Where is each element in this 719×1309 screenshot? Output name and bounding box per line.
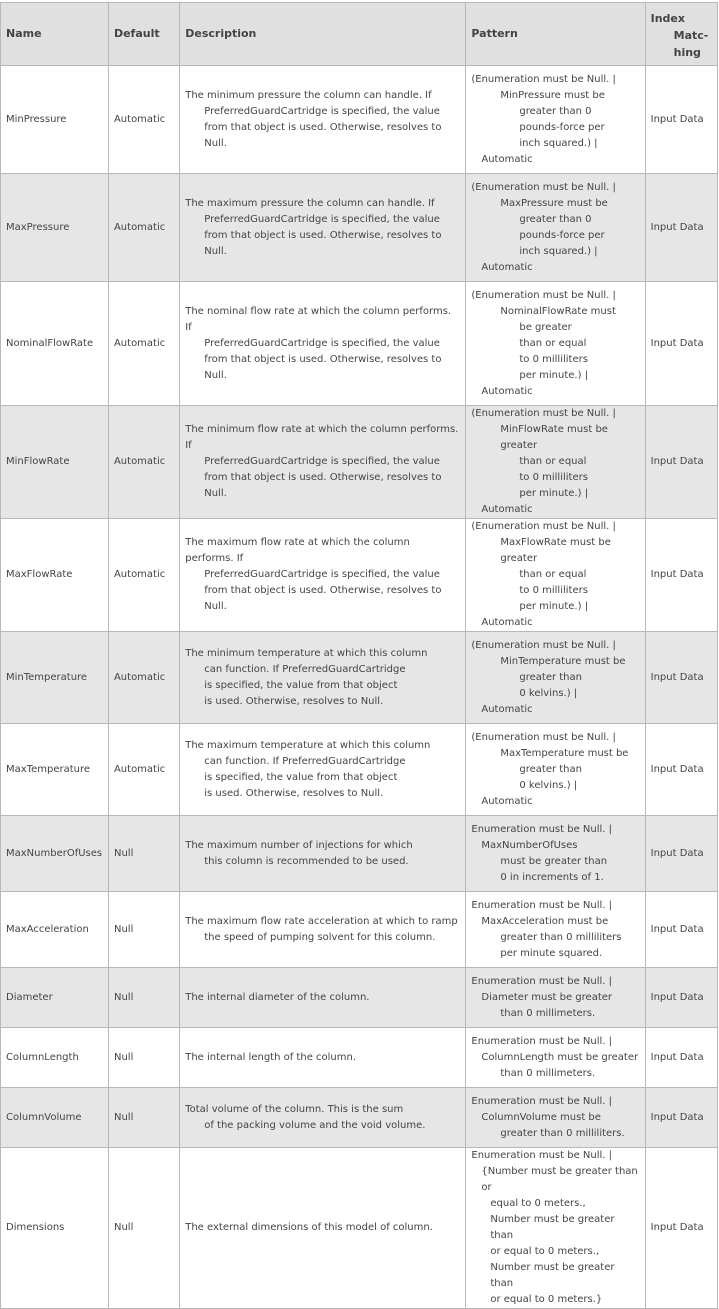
cell-default: Automatic [108,174,179,282]
cell-default: Automatic [108,282,179,406]
pattern-line: or equal to 0 meters.} [490,1294,603,1305]
header-name: Name [1,3,109,66]
cell-description [180,816,466,892]
cell-name: MaxNumberOfUses [1,816,109,892]
header-row [1,3,718,66]
pattern-line: MaxNumberOfUses [481,839,578,851]
table-row [1,892,718,968]
description-line: The minimum flow rate at which the column performs. If [185,424,459,451]
pattern-line: Enumeration must be Null. | [471,975,613,987]
cell-index-matching: Input Data [645,968,717,1028]
pattern-line: per minute.) | [519,601,589,612]
table-row [1,632,718,724]
pattern-line: Enumeration must be Null. | [471,1095,613,1107]
pattern-line: 0 kelvins.) | [519,779,578,791]
cell-pattern [466,816,645,892]
cell-pattern [466,1028,645,1088]
cell-description [180,519,466,632]
pattern-line: MaxPressure must be [500,197,608,209]
table-row [1,519,718,632]
pattern-line: Automatic [481,617,533,628]
pattern-line: inch squared.) | [519,245,598,257]
table-row [1,174,718,282]
cell-default: Null [108,1028,179,1088]
pattern-line: be greater [519,321,572,333]
description-line: PreferredGuardCartridge is specified, the value [204,337,440,349]
cell-name: ColumnLength [1,1028,109,1088]
pattern-line: NominalFlowRate must [500,305,616,317]
cell-index-matching: Input Data [645,724,717,816]
table-row [1,406,718,519]
pattern-line: than or equal [519,569,587,580]
cell-pattern [466,519,645,632]
header-index-line3: hing [673,45,701,59]
cell-pattern [466,174,645,282]
table-row [1,968,718,1028]
pattern-line: than or equal [519,337,587,349]
pattern-line: MinPressure must be [500,89,605,101]
cell-index-matching: Input Data [645,632,717,724]
pattern-line: Automatic [481,504,533,515]
cell-name: MaxFlowRate [1,519,109,632]
description-line: from that object is used. Otherwise, resolves to Null. [204,353,442,381]
cell-description [180,724,466,816]
cell-default: Automatic [108,724,179,816]
description-line: is specified, the value from that object [204,679,398,691]
description-line: PreferredGuardCartridge is specified, the value [204,105,440,117]
description-line: The internal diameter of the column. [185,991,370,1003]
description-line: can function. If PreferredGuardCartridge [204,663,406,675]
cell-default: Automatic [108,406,179,519]
pattern-line: pounds-force per [519,121,605,133]
pattern-line: greater than 0 milliliters. [500,1127,625,1139]
cell-default: Null [108,1088,179,1148]
header-description: Description [180,3,466,66]
header-index-line2: Matc- [673,28,709,42]
cell-description [180,1148,466,1309]
cell-name: MaxTemperature [1,724,109,816]
cell-index-matching: Input Data [645,174,717,282]
pattern-line: MinFlowRate must be greater [500,424,608,451]
pattern-line: Automatic [481,703,533,715]
cell-index-matching: Input Data [645,519,717,632]
pattern-line: {Number must be greater than or [481,1166,638,1193]
pattern-line: Number must be greater than [490,1262,615,1289]
cell-default: Null [108,892,179,968]
pattern-line: (Enumeration must be Null. | [471,521,616,532]
description-line: is used. Otherwise, resolves to Null. [204,787,384,799]
cell-default: Null [108,968,179,1028]
description-line: The internal length of the column. [185,1051,357,1063]
cell-name: ColumnVolume [1,1088,109,1148]
pattern-line: to 0 milliliters [519,585,588,596]
description-line: The nominal flow rate at which the column performs. If [185,305,452,333]
cell-index-matching: Input Data [645,282,717,406]
pattern-line: per minute.) | [519,488,589,499]
description-line: PreferredGuardCartridge is specified, the value [204,569,440,580]
cell-name: Diameter [1,968,109,1028]
cell-description [180,1028,466,1088]
pattern-line: than 0 millimeters. [500,1007,596,1019]
cell-pattern [466,406,645,519]
cell-default: Automatic [108,632,179,724]
cell-description [180,892,466,968]
pattern-line: Automatic [481,795,533,807]
cell-name: MaxPressure [1,174,109,282]
pattern-line: Diameter must be greater [481,991,613,1003]
pattern-line: MaxFlowRate must be greater [500,537,611,564]
cell-pattern [466,1088,645,1148]
cell-description [180,174,466,282]
pattern-line: to 0 milliliters [519,472,588,483]
pattern-line: than or equal [519,456,587,467]
cell-default: Automatic [108,519,179,632]
cell-index-matching: Input Data [645,892,717,968]
description-line: The maximum pressure the column can handle. If [185,197,435,209]
table-row [1,816,718,892]
pattern-line: (Enumeration must be Null. | [471,289,616,301]
table-row [1,724,718,816]
cell-description [180,282,466,406]
pattern-line: MinTemperature must be [500,655,626,667]
table-row [1,282,718,406]
cell-pattern [466,968,645,1028]
header-index-matching [645,3,717,66]
cell-description [180,632,466,724]
cell-description [180,1088,466,1148]
pattern-line: greater than [519,671,582,683]
table-row [1,1028,718,1088]
cell-default: Null [108,816,179,892]
description-line: Total volume of the column. This is the sum [185,1103,404,1115]
header-pattern: Pattern [466,3,645,66]
cell-pattern [466,632,645,724]
description-line: of the packing volume and the void volume. [204,1119,426,1131]
table-row [1,1148,718,1309]
cell-index-matching: Input Data [645,1148,717,1309]
cell-index-matching: Input Data [645,1088,717,1148]
description-line: from that object is used. Otherwise, resolves to Null. [204,229,442,257]
pattern-line: per minute.) | [519,369,589,381]
description-line: the speed of pumping solvent for this column. [204,931,436,943]
pattern-line: Automatic [481,385,533,397]
cell-name: MinTemperature [1,632,109,724]
pattern-line: MaxAcceleration must be [481,915,609,927]
cell-pattern [466,282,645,406]
cell-name: MinPressure [1,66,109,174]
pattern-line: greater than 0 milliliters [500,931,622,943]
description-line: from that object is used. Otherwise, resolves to Null. [204,472,442,499]
cell-name: MaxAcceleration [1,892,109,968]
description-line: The maximum temperature at which this column [185,739,431,751]
pattern-line: Number must be greater than [490,1214,615,1241]
pattern-line: (Enumeration must be Null. | [471,408,616,419]
description-line: The maximum number of injections for which [185,839,413,851]
pattern-line: (Enumeration must be Null. | [471,731,616,743]
pattern-line: Enumeration must be Null. | [471,1035,613,1047]
cell-index-matching: Input Data [645,1028,717,1088]
pattern-line: greater than 0 [519,213,592,225]
pattern-line: (Enumeration must be Null. | [471,639,616,651]
description-line: from that object is used. Otherwise, resolves to Null. [204,121,442,149]
pattern-line: ColumnVolume must be [481,1111,601,1123]
pattern-line: 0 kelvins.) | [519,687,578,699]
cell-default: Automatic [108,66,179,174]
pattern-line: Automatic [481,261,533,273]
pattern-line: to 0 milliliters [519,353,588,365]
description-line: The minimum pressure the column can handle. If [185,89,432,101]
cell-index-matching: Input Data [645,406,717,519]
pattern-line: equal to 0 meters., [490,1198,586,1209]
description-line: from that object is used. Otherwise, resolves to Null. [204,585,442,612]
cell-description [180,66,466,174]
description-line: The external dimensions of this model of column. [185,1222,433,1233]
description-line: The maximum flow rate acceleration at which to ramp [185,915,458,927]
pattern-line: inch squared.) | [519,137,598,149]
description-line: The minimum temperature at which this column [185,647,428,659]
pattern-line: pounds-force per [519,229,605,241]
pattern-line: Enumeration must be Null. | [471,899,613,911]
pattern-line: than 0 millimeters. [500,1067,596,1079]
pattern-line: (Enumeration must be Null. | [471,181,616,193]
header-index-line1: Index [650,11,685,25]
cell-pattern [466,1148,645,1309]
cell-description [180,406,466,519]
cell-index-matching: Input Data [645,66,717,174]
cell-name: NominalFlowRate [1,282,109,406]
cell-pattern [466,724,645,816]
cell-pattern [466,892,645,968]
cell-index-matching: Input Data [645,816,717,892]
pattern-line: Enumeration must be Null. | [471,1150,613,1161]
description-line: PreferredGuardCartridge is specified, the value [204,213,440,225]
pattern-line: 0 in increments of 1. [500,871,604,883]
description-line: is used. Otherwise, resolves to Null. [204,695,384,707]
cell-default: Null [108,1148,179,1309]
pattern-line: greater than [519,763,582,775]
table-row [1,1088,718,1148]
pattern-line: greater than 0 [519,105,592,117]
cell-name: Dimensions [1,1148,109,1309]
pattern-line: MaxTemperature must be [500,747,629,759]
pattern-line: must be greater than [500,855,608,867]
table-row [1,66,718,174]
description-line: The maximum flow rate at which the column performs. If [185,537,410,564]
cell-description [180,968,466,1028]
pattern-line: ColumnLength must be greater [481,1051,639,1063]
cell-name: MinFlowRate [1,406,109,519]
pattern-line: (Enumeration must be Null. | [471,73,616,85]
description-line: this column is recommended to be used. [204,855,409,867]
description-line: can function. If PreferredGuardCartridge [204,755,406,767]
cell-pattern [466,66,645,174]
description-line: is specified, the value from that object [204,771,398,783]
description-line: PreferredGuardCartridge is specified, the value [204,456,440,467]
pattern-line: Enumeration must be Null. | [471,823,613,835]
header-default: Default [108,3,179,66]
pattern-line: or equal to 0 meters., [490,1246,600,1257]
pattern-line: Automatic [481,153,533,165]
table-body [1,66,718,1309]
pattern-line: per minute squared. [500,947,603,959]
options-table [0,2,718,1309]
